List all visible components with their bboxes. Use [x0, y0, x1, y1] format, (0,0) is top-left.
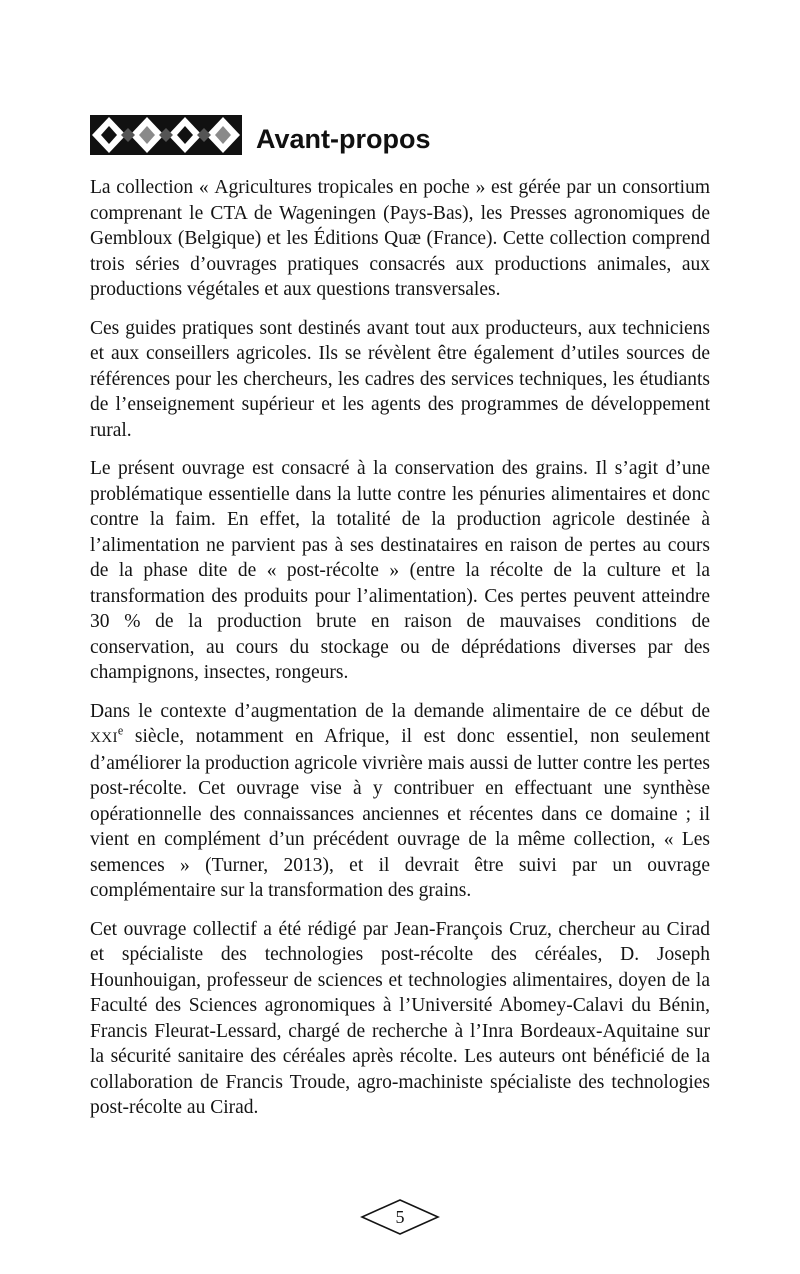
paragraph-audience: Ces guides pratiques sont destinés avant tout aux producteurs, aux techniciens et aux conseillers agricoles. Ils se révèlent être également d’utiles sources de références pour les chercheurs, les cadres des services techniques, les étudiants de l’enseignement supérieur et les agents des programmes de développement rural.: [90, 317, 710, 441]
century-superscript-e: e: [117, 723, 124, 738]
page-number: 5: [395, 1207, 405, 1227]
paragraph-subject: Le présent ouvrage est consacré à la conservation des grains. Il s’agit d’une problématique essentielle dans la lutte contre les pénuries alimentaires et donc contre la faim. En effet, la totalité de la production agricole destinée à l’alimentation ne parvient pas à ses destinataires en raison de pertes au cours de la phase dite de « post-récolte » (entre la récolte de la culture et la transformation des produits pour l’alimentation). Ces pertes peuvent atteindre 30 % de la production brute en raison de mauvaises conditions de conservation, au cours du stockage ou de déprédations diverses par des champignons, insectes, rongeurs.: [90, 458, 710, 683]
paragraph-context-rest: siècle, notamment en Afrique, il est donc essentiel, non seulement d’améliorer la production agricole vivrière mais aussi de lutter contre les pertes post-récolte. Cet ouvrage vise à y contribuer en effectuant une synthèse opérationnelle des connaissances anciennes et récentes dans ce domaine ; il vient en complément d’un précédent ouvrage de la même collection, « Les semences » (Turner, 2013), et il devrait être suivi par un ouvrage complémentaire sur la transformation des grains.: [90, 726, 710, 901]
paragraph-authors: Cet ouvrage collectif a été rédigé par Jean-François Cruz, chercheur au Cirad et spécialiste des technologies post-récolte des céréales, D. Joseph Hounhouigan, professeur de sciences et technologies alimentaires, doyen de la Faculté des Sciences agronomiques à l’Université Abomey-Calavi du Bénin, Francis Fleurat-Lessard, chargé de recherche à l’Inra Bordeaux-Aquitaine sur la sécurité sanitaire des céréales après récolte. Les auteurs ont bénéficié de la collaboration de Francis Troude, agro-machiniste spécialiste des technologies post-récolte au Cirad.: [90, 918, 710, 1118]
paragraph-context-lead: Dans le contexte d’augmentation de la demande alimentaire de ce début de: [90, 700, 710, 722]
paragraph-collection-intro: La collection « Agricultures tropicales en poche » est gérée par un consortium comprenant le CTA de Wageningen (Pays-Bas), les Presses agronomiques de Gembloux (Belgique) et les Éditions Quæ (France). Cette collection comprend trois séries d’ouvrages pratiques consacrés aux productions animales, aux productions végétales et aux questions transversales.: [90, 177, 710, 300]
diamond-ornament-icon: [90, 115, 242, 155]
century-smallcaps: XXI: [90, 729, 118, 746]
page-title: Avant-propos: [256, 123, 431, 154]
chapter-header: [90, 115, 710, 155]
page-number-diamond: [360, 1198, 440, 1236]
body-text: [90, 175, 710, 1121]
paragraph-context: [90, 699, 710, 904]
